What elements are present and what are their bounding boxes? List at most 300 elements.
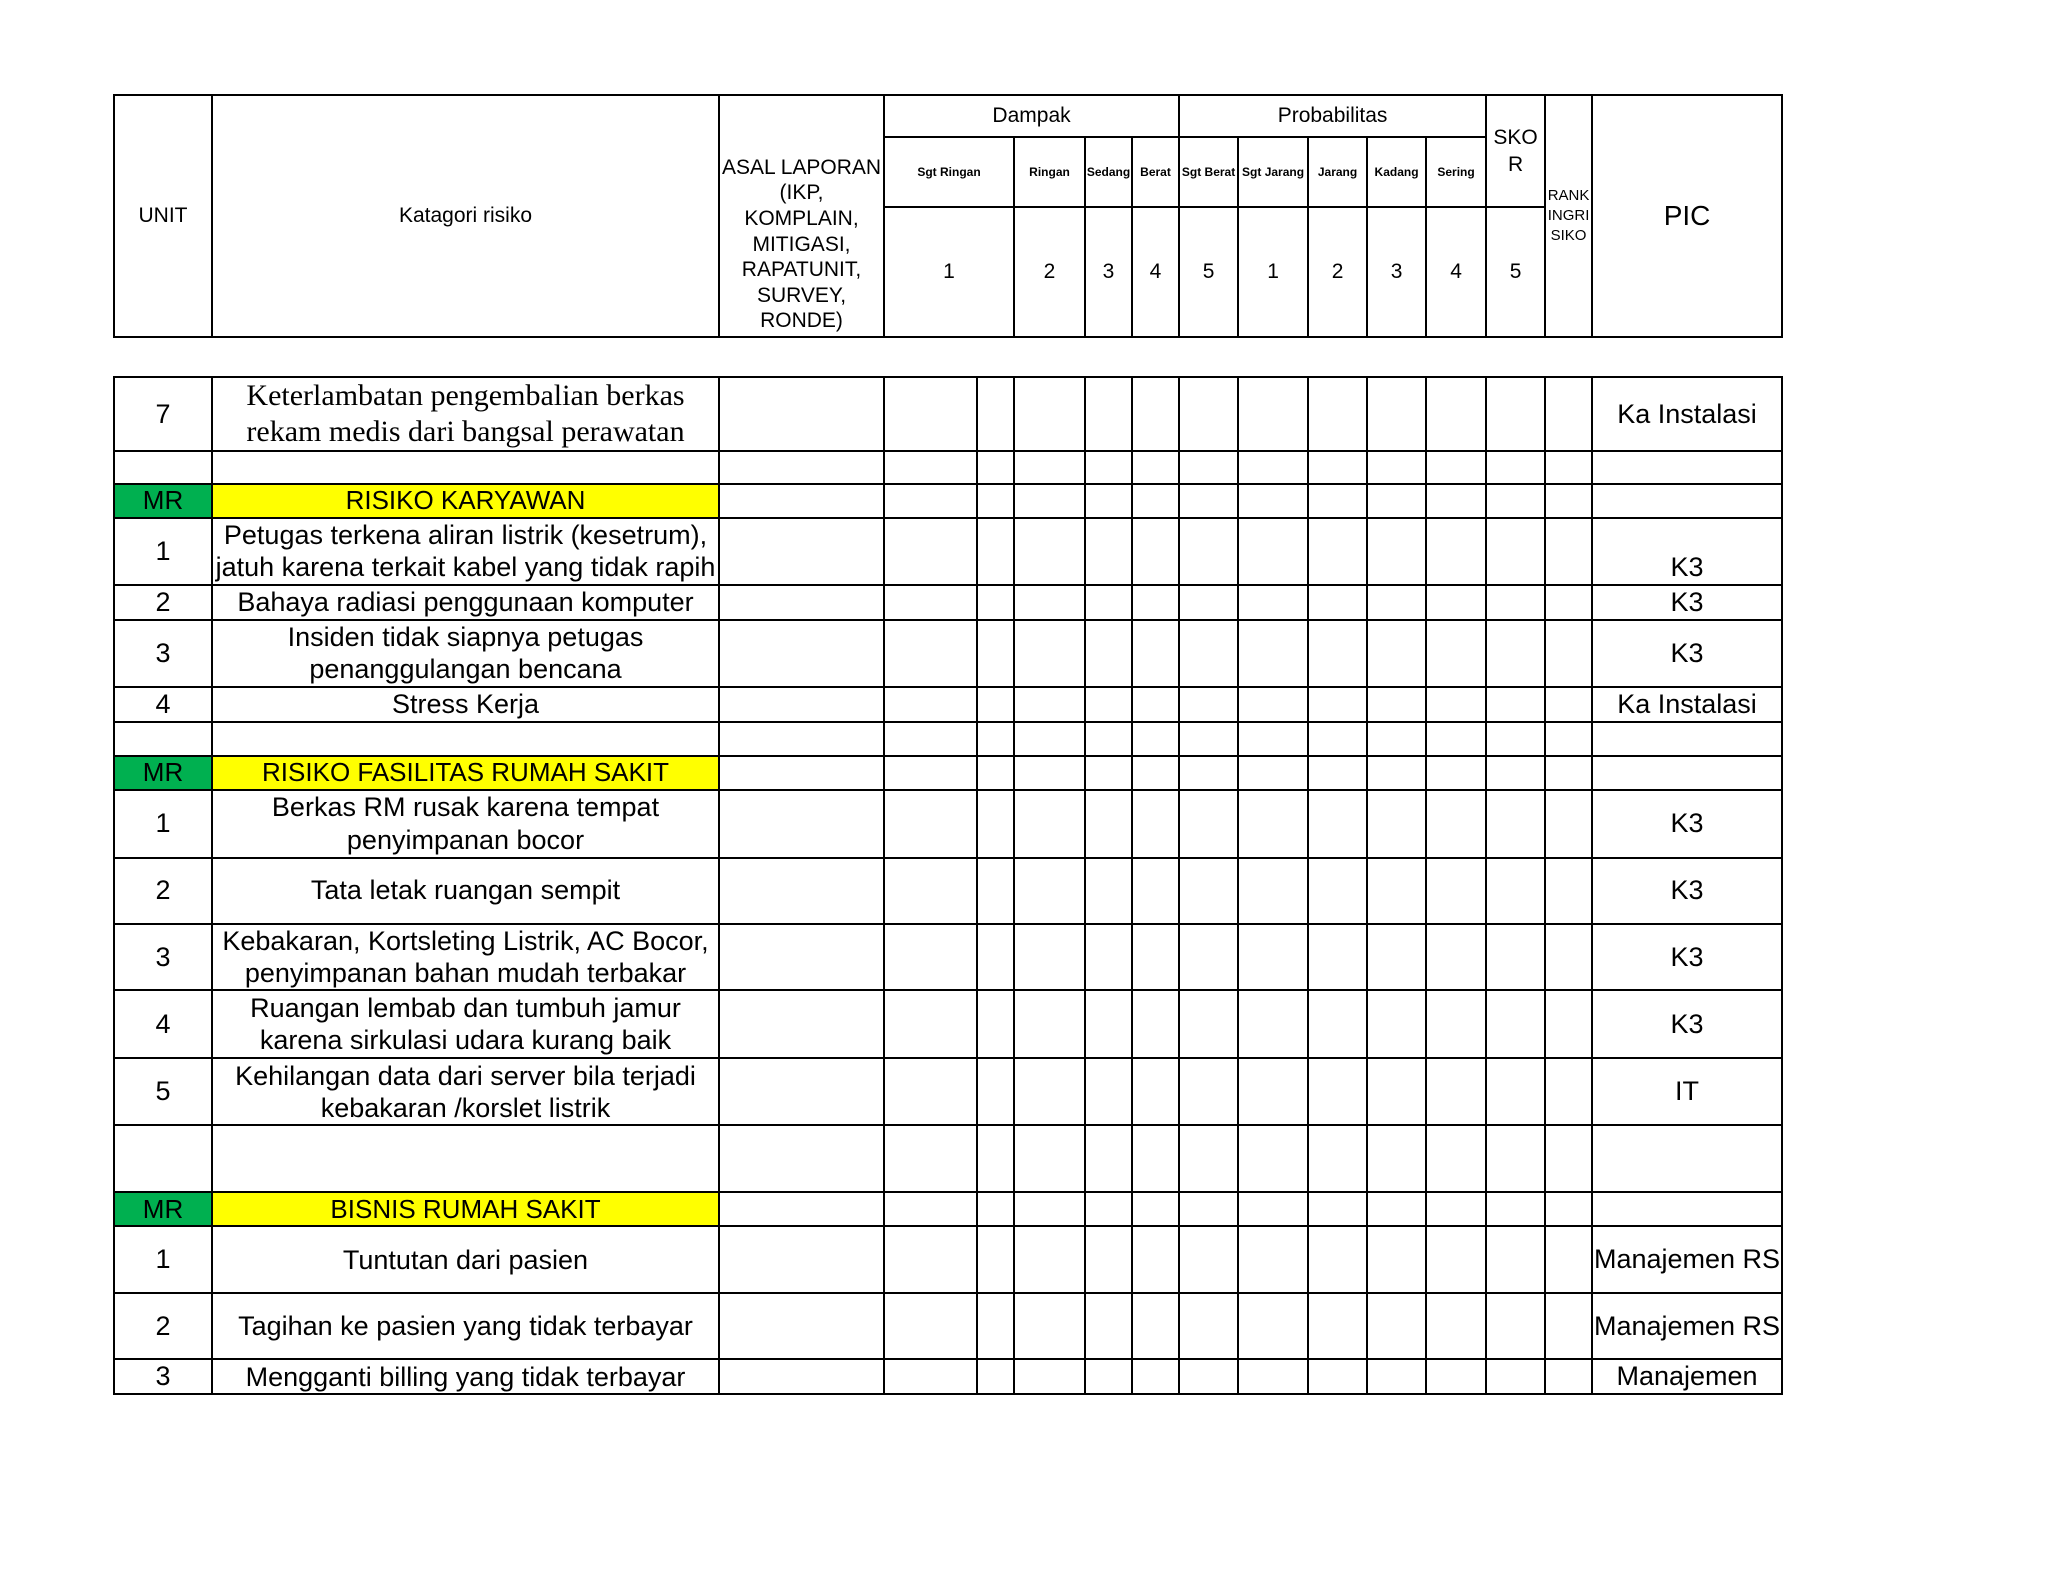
- row-pic: [1592, 1125, 1782, 1192]
- empty-cell: [1132, 1293, 1179, 1359]
- empty-cell: [1426, 722, 1486, 756]
- table-row: [114, 1293, 1782, 1359]
- row-pic: IT: [1592, 1058, 1782, 1125]
- empty-cell: [977, 858, 1014, 924]
- empty-cell: [1426, 790, 1486, 858]
- empty-cell: [1014, 1192, 1085, 1226]
- empty-cell: [1308, 1293, 1367, 1359]
- empty-cell: [719, 518, 884, 585]
- empty-cell: [1426, 1125, 1486, 1192]
- row-kategori: Petugas terkena aliran listrik (kesetrum), jatuh karena terkait kabel yang tidak rapih: [212, 518, 719, 585]
- empty-cell: [1014, 451, 1085, 484]
- row-kategori: Bahaya radiasi penggunaan komputer: [212, 585, 719, 620]
- empty-cell: [1308, 377, 1367, 451]
- empty-cell: [977, 756, 1014, 790]
- empty-cell: [1132, 1125, 1179, 1192]
- empty-cell: [1545, 687, 1592, 722]
- empty-cell: [1085, 484, 1132, 518]
- empty-cell: [1426, 484, 1486, 518]
- row-pic: Manajemen: [1592, 1359, 1782, 1394]
- empty-cell: [1308, 1226, 1367, 1293]
- header-unit: UNIT: [114, 95, 212, 337]
- header-dampak-3: Sedang: [1085, 137, 1132, 207]
- empty-cell: [1238, 1226, 1308, 1293]
- empty-cell: [884, 924, 977, 991]
- empty-cell: [977, 1192, 1014, 1226]
- row-unit: 2: [114, 585, 212, 620]
- empty-cell: [977, 620, 1014, 687]
- empty-cell: [977, 1125, 1014, 1192]
- header-prob-4-num: 4: [1426, 207, 1486, 337]
- empty-cell: [1179, 687, 1238, 722]
- empty-cell: [1545, 585, 1592, 620]
- row-pic: [1592, 1192, 1782, 1226]
- empty-cell: [1014, 1058, 1085, 1125]
- empty-cell: [1545, 858, 1592, 924]
- empty-cell: [884, 790, 977, 858]
- empty-cell: [719, 790, 884, 858]
- empty-cell: [977, 377, 1014, 451]
- empty-cell: [1486, 1125, 1545, 1192]
- empty-cell: [1132, 756, 1179, 790]
- empty-cell: [1426, 756, 1486, 790]
- risk-register-header: [113, 94, 1783, 338]
- empty-cell: [977, 1359, 1014, 1394]
- empty-cell: [1238, 1058, 1308, 1125]
- table-row: [114, 722, 1782, 756]
- empty-cell: [1545, 1192, 1592, 1226]
- table-row: [114, 518, 1782, 585]
- empty-cell: [884, 722, 977, 756]
- empty-cell: [1132, 687, 1179, 722]
- row-kategori: Insiden tidak siapnya petugas penanggulangan bencana: [212, 620, 719, 687]
- empty-cell: [1367, 1226, 1426, 1293]
- row-pic: Ka Instalasi: [1592, 377, 1782, 451]
- empty-cell: [1179, 756, 1238, 790]
- row-kategori: [212, 722, 719, 756]
- empty-cell: [1486, 687, 1545, 722]
- empty-cell: [1085, 687, 1132, 722]
- empty-cell: [1132, 858, 1179, 924]
- row-pic: [1592, 722, 1782, 756]
- empty-cell: [1132, 790, 1179, 858]
- section-code: MR: [114, 484, 212, 518]
- empty-cell: [1545, 451, 1592, 484]
- empty-cell: [1545, 1226, 1592, 1293]
- table-row: [114, 687, 1782, 722]
- row-pic: K3: [1592, 990, 1782, 1058]
- empty-cell: [1426, 1226, 1486, 1293]
- empty-cell: [1426, 518, 1486, 585]
- empty-cell: [1085, 722, 1132, 756]
- empty-cell: [1426, 687, 1486, 722]
- empty-cell: [884, 1293, 977, 1359]
- empty-cell: [1179, 484, 1238, 518]
- row-pic: K3: [1592, 858, 1782, 924]
- row-kategori: Ruangan lembab dan tumbuh jamur karena sirkulasi udara kurang baik: [212, 990, 719, 1058]
- empty-cell: [1014, 924, 1085, 991]
- row-kategori: Mengganti billing yang tidak terbayar: [212, 1359, 719, 1394]
- empty-cell: [1014, 1293, 1085, 1359]
- empty-cell: [1367, 1058, 1426, 1125]
- empty-cell: [719, 858, 884, 924]
- row-unit: 1: [114, 790, 212, 858]
- empty-cell: [1014, 585, 1085, 620]
- empty-cell: [1085, 377, 1132, 451]
- empty-cell: [1486, 924, 1545, 991]
- empty-cell: [1238, 990, 1308, 1058]
- empty-cell: [1085, 1226, 1132, 1293]
- row-pic: K3: [1592, 924, 1782, 991]
- empty-cell: [1085, 518, 1132, 585]
- header-dampak-4-num: 4: [1132, 207, 1179, 337]
- empty-cell: [977, 924, 1014, 991]
- empty-cell: [1308, 924, 1367, 991]
- empty-cell: [1308, 451, 1367, 484]
- header-skor: SKOR: [1486, 95, 1545, 207]
- section-title: BISNIS RUMAH SAKIT: [212, 1192, 719, 1226]
- empty-cell: [1132, 1226, 1179, 1293]
- empty-cell: [1308, 518, 1367, 585]
- row-unit: 3: [114, 1359, 212, 1394]
- row-unit: 4: [114, 687, 212, 722]
- empty-cell: [1486, 1293, 1545, 1359]
- empty-cell: [1367, 722, 1426, 756]
- empty-cell: [1179, 990, 1238, 1058]
- header-prob-3: Kadang: [1367, 137, 1426, 207]
- empty-cell: [1367, 1359, 1426, 1394]
- row-kategori: Tata letak ruangan sempit: [212, 858, 719, 924]
- empty-cell: [1426, 1192, 1486, 1226]
- row-unit: 3: [114, 620, 212, 687]
- empty-cell: [1238, 518, 1308, 585]
- empty-cell: [1308, 858, 1367, 924]
- header-dampak-1: Sgt Ringan: [884, 137, 1014, 207]
- row-unit: [114, 722, 212, 756]
- empty-cell: [1545, 1058, 1592, 1125]
- row-kategori: Stress Kerja: [212, 687, 719, 722]
- header-pic: PIC: [1592, 95, 1782, 337]
- empty-cell: [1367, 484, 1426, 518]
- empty-cell: [1085, 585, 1132, 620]
- table-row: [114, 585, 1782, 620]
- header-prob-5-num: 5: [1486, 207, 1545, 337]
- empty-cell: [884, 687, 977, 722]
- empty-cell: [1014, 790, 1085, 858]
- empty-cell: [1132, 620, 1179, 687]
- table-row: [114, 790, 1782, 858]
- empty-cell: [884, 377, 977, 451]
- row-pic: K3: [1592, 620, 1782, 687]
- empty-cell: [1238, 377, 1308, 451]
- row-kategori: Tagihan ke pasien yang tidak terbayar: [212, 1293, 719, 1359]
- empty-cell: [977, 790, 1014, 858]
- empty-cell: [1426, 858, 1486, 924]
- empty-cell: [977, 451, 1014, 484]
- empty-cell: [1308, 687, 1367, 722]
- empty-cell: [719, 1293, 884, 1359]
- empty-cell: [719, 377, 884, 451]
- empty-cell: [1486, 585, 1545, 620]
- empty-cell: [1367, 990, 1426, 1058]
- empty-cell: [1014, 620, 1085, 687]
- empty-cell: [1179, 1192, 1238, 1226]
- empty-cell: [1238, 924, 1308, 991]
- empty-cell: [1085, 451, 1132, 484]
- empty-cell: [884, 1226, 977, 1293]
- empty-cell: [1308, 722, 1367, 756]
- table-row: [114, 990, 1782, 1058]
- row-kategori: [212, 451, 719, 484]
- empty-cell: [1085, 756, 1132, 790]
- header-dampak-2-num: 2: [1014, 207, 1085, 337]
- empty-cell: [1426, 1293, 1486, 1359]
- row-pic: Manajemen RS: [1592, 1293, 1782, 1359]
- row-pic: Ka Instalasi: [1592, 687, 1782, 722]
- empty-cell: [1132, 377, 1179, 451]
- empty-cell: [977, 1226, 1014, 1293]
- header-prob-3-num: 3: [1367, 207, 1426, 337]
- empty-cell: [1085, 1125, 1132, 1192]
- empty-cell: [1179, 518, 1238, 585]
- row-unit: 7: [114, 377, 212, 451]
- section-title: RISIKO FASILITAS RUMAH SAKIT: [212, 756, 719, 790]
- row-kategori: Tuntutan dari pasien: [212, 1226, 719, 1293]
- section-code: MR: [114, 756, 212, 790]
- empty-cell: [1238, 1192, 1308, 1226]
- empty-cell: [719, 924, 884, 991]
- empty-cell: [1367, 620, 1426, 687]
- empty-cell: [1014, 756, 1085, 790]
- empty-cell: [719, 585, 884, 620]
- empty-cell: [884, 484, 977, 518]
- empty-cell: [719, 1192, 884, 1226]
- empty-cell: [884, 1359, 977, 1394]
- empty-cell: [1545, 790, 1592, 858]
- empty-cell: [884, 1192, 977, 1226]
- table-row: [114, 1192, 1782, 1226]
- empty-cell: [1014, 484, 1085, 518]
- row-unit: 5: [114, 1058, 212, 1125]
- empty-cell: [1545, 990, 1592, 1058]
- empty-cell: [719, 722, 884, 756]
- empty-cell: [1486, 790, 1545, 858]
- empty-cell: [1367, 1125, 1426, 1192]
- header-probabilitas: Probabilitas: [1179, 95, 1486, 137]
- empty-cell: [1179, 722, 1238, 756]
- header-kategori: Katagori risiko: [212, 95, 719, 337]
- header-ranking-risiko: RANKINGRISIKO: [1545, 95, 1592, 337]
- empty-cell: [1014, 1359, 1085, 1394]
- empty-cell: [1132, 722, 1179, 756]
- empty-cell: [1132, 924, 1179, 991]
- row-pic: [1592, 756, 1782, 790]
- table-row: [114, 1058, 1782, 1125]
- empty-cell: [977, 518, 1014, 585]
- row-pic: K3: [1592, 790, 1782, 858]
- empty-cell: [1014, 518, 1085, 585]
- table-row: [114, 756, 1782, 790]
- empty-cell: [719, 484, 884, 518]
- header-dampak-3-num: 3: [1085, 207, 1132, 337]
- empty-cell: [1426, 990, 1486, 1058]
- row-kategori: Keterlambatan pengembalian berkas rekam medis dari bangsal perawatan: [212, 377, 719, 451]
- empty-cell: [977, 1058, 1014, 1125]
- empty-cell: [977, 687, 1014, 722]
- empty-cell: [1308, 1125, 1367, 1192]
- empty-cell: [1486, 484, 1545, 518]
- empty-cell: [1238, 756, 1308, 790]
- empty-cell: [1132, 990, 1179, 1058]
- section-title: RISIKO KARYAWAN: [212, 484, 719, 518]
- empty-cell: [719, 620, 884, 687]
- empty-cell: [1426, 451, 1486, 484]
- empty-cell: [1545, 722, 1592, 756]
- empty-cell: [1367, 858, 1426, 924]
- table-row: [114, 377, 1782, 451]
- empty-cell: [1014, 1226, 1085, 1293]
- empty-cell: [719, 1058, 884, 1125]
- empty-cell: [1426, 1058, 1486, 1125]
- empty-cell: [1367, 377, 1426, 451]
- row-unit: [114, 451, 212, 484]
- header-dampak-5: Sgt Berat: [1179, 137, 1238, 207]
- empty-cell: [1238, 1125, 1308, 1192]
- empty-cell: [1132, 451, 1179, 484]
- table-row: [114, 620, 1782, 687]
- header-dampak-5-num: 5: [1179, 207, 1238, 337]
- empty-cell: [977, 484, 1014, 518]
- empty-cell: [1367, 790, 1426, 858]
- empty-cell: [1132, 1192, 1179, 1226]
- table-row: [114, 1125, 1782, 1192]
- empty-cell: [1238, 1359, 1308, 1394]
- empty-cell: [1085, 1359, 1132, 1394]
- empty-cell: [1085, 1192, 1132, 1226]
- empty-cell: [1308, 585, 1367, 620]
- empty-cell: [1367, 687, 1426, 722]
- empty-cell: [1367, 518, 1426, 585]
- empty-cell: [1238, 858, 1308, 924]
- empty-cell: [1179, 858, 1238, 924]
- empty-cell: [1014, 377, 1085, 451]
- empty-cell: [884, 585, 977, 620]
- empty-cell: [1545, 518, 1592, 585]
- empty-cell: [1132, 1359, 1179, 1394]
- table-row: [114, 858, 1782, 924]
- empty-cell: [1238, 790, 1308, 858]
- row-unit: 3: [114, 924, 212, 991]
- header-dampak: Dampak: [884, 95, 1179, 137]
- header-prob-2-num: 2: [1308, 207, 1367, 337]
- empty-cell: [1238, 585, 1308, 620]
- header-prob-1: Sgt Jarang: [1238, 137, 1308, 207]
- empty-cell: [1308, 620, 1367, 687]
- empty-cell: [1308, 756, 1367, 790]
- empty-cell: [1426, 585, 1486, 620]
- header-prob-2: Jarang: [1308, 137, 1367, 207]
- table-row: [114, 484, 1782, 518]
- empty-cell: [1545, 1359, 1592, 1394]
- empty-cell: [1486, 377, 1545, 451]
- empty-cell: [1545, 756, 1592, 790]
- empty-cell: [1486, 990, 1545, 1058]
- empty-cell: [1179, 377, 1238, 451]
- empty-cell: [1238, 687, 1308, 722]
- empty-cell: [1545, 924, 1592, 991]
- empty-cell: [1308, 1192, 1367, 1226]
- empty-cell: [1179, 790, 1238, 858]
- row-unit: 1: [114, 1226, 212, 1293]
- empty-cell: [1179, 1226, 1238, 1293]
- empty-cell: [884, 756, 977, 790]
- empty-cell: [977, 722, 1014, 756]
- empty-cell: [1014, 990, 1085, 1058]
- empty-cell: [719, 451, 884, 484]
- row-unit: [114, 1125, 212, 1192]
- risk-register-table: [113, 376, 1783, 1395]
- row-kategori: [212, 1125, 719, 1192]
- empty-cell: [1085, 790, 1132, 858]
- empty-cell: [1179, 1125, 1238, 1192]
- empty-cell: [1545, 377, 1592, 451]
- empty-cell: [1545, 484, 1592, 518]
- empty-cell: [884, 858, 977, 924]
- empty-cell: [1085, 990, 1132, 1058]
- empty-cell: [1179, 1293, 1238, 1359]
- row-unit: 1: [114, 518, 212, 585]
- empty-cell: [1486, 620, 1545, 687]
- empty-cell: [1367, 1192, 1426, 1226]
- empty-cell: [1085, 858, 1132, 924]
- empty-cell: [977, 990, 1014, 1058]
- row-unit: 2: [114, 1293, 212, 1359]
- empty-cell: [977, 585, 1014, 620]
- empty-cell: [1238, 451, 1308, 484]
- table-row: [114, 1359, 1782, 1394]
- empty-cell: [1238, 484, 1308, 518]
- empty-cell: [1486, 451, 1545, 484]
- table-row: [114, 924, 1782, 991]
- row-pic: K3: [1592, 585, 1782, 620]
- row-kategori: Berkas RM rusak karena tempat penyimpanan bocor: [212, 790, 719, 858]
- empty-cell: [1238, 722, 1308, 756]
- header-prob-4: Sering: [1426, 137, 1486, 207]
- empty-cell: [1308, 990, 1367, 1058]
- row-kategori: Kebakaran, Kortsleting Listrik, AC Bocor, penyimpanan bahan mudah terbakar: [212, 924, 719, 991]
- empty-cell: [1085, 620, 1132, 687]
- empty-cell: [1367, 924, 1426, 991]
- header-dampak-1-num: 1: [884, 207, 1014, 337]
- empty-cell: [884, 1125, 977, 1192]
- empty-cell: [1179, 1359, 1238, 1394]
- empty-cell: [1426, 377, 1486, 451]
- empty-cell: [1486, 1192, 1545, 1226]
- empty-cell: [1486, 722, 1545, 756]
- empty-cell: [1014, 687, 1085, 722]
- empty-cell: [1486, 756, 1545, 790]
- empty-cell: [1308, 1058, 1367, 1125]
- empty-cell: [1308, 484, 1367, 518]
- empty-cell: [719, 1359, 884, 1394]
- header-dampak-2: Ringan: [1014, 137, 1085, 207]
- empty-cell: [719, 990, 884, 1058]
- empty-cell: [884, 620, 977, 687]
- empty-cell: [719, 687, 884, 722]
- empty-cell: [1426, 924, 1486, 991]
- empty-cell: [884, 1058, 977, 1125]
- empty-cell: [1367, 1293, 1426, 1359]
